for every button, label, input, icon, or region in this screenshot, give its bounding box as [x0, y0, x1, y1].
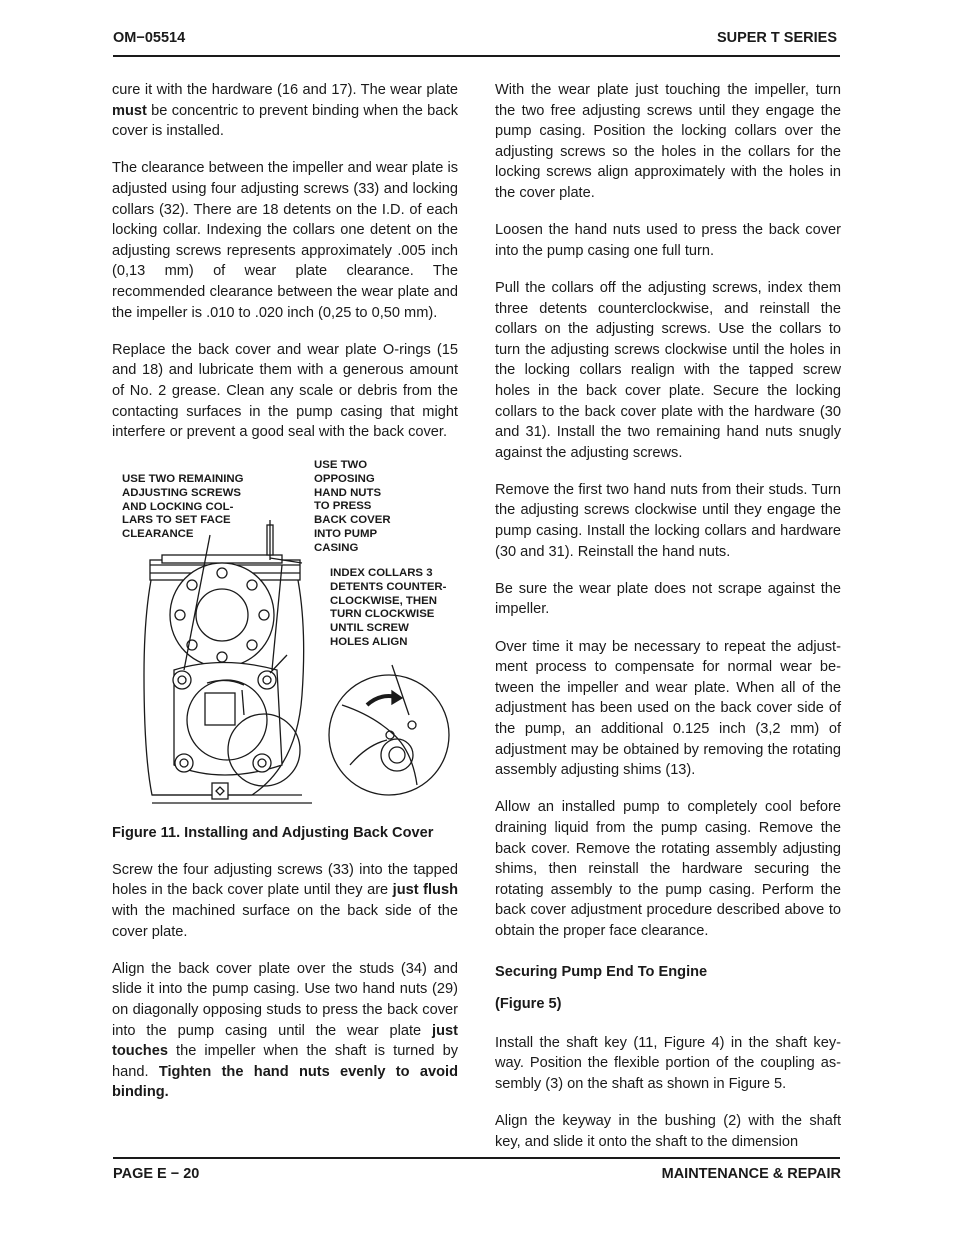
paragraph: Replace the back cover and wear plate O-rings (15 and 18) and lubricate them with a generous amount of No. 2 grease. Clean any scale or debris from the contacting surfaces in the pump casing that might interfere or prevent a good seal with the back cover.: [112, 341, 458, 441]
paragraph: Pull the collars off the adjusting screws, index them three detents counterclockwise, and reinstall the collars on the adjusting screws. Use the collars to turn the adjusting screws clockwise until the holes in the locking collars realign with the tapped screw holes in the back cover plate. Secure the locking collars to the back cover plate with the hardware (30 and 31). Install the two remaining hand nuts snugly against the adjusting screws.: [495, 279, 841, 461]
paragraph: Over time it may be necessary to repeat the adjustment process to compensate for normal wear between the impeller and wear plate. When all of the adjustment has been used on the back cover side of the pump, an additional 0.125 inch (3,2 mm) of adjustment may be obtained by removing the rotating assembly adjusting shims (13).: [495, 638, 841, 779]
document-number: OM−05514: [113, 30, 186, 46]
footer-rule: [113, 1157, 840, 1159]
paragraph: Allow an installed pump to completely cool before draining liquid from the pump casing. Remove the back cover. Remove the rotating assembly adjusting shims, then reinstall the hardware securing the rotating assembly to the pump casing. Perform the back cover adjustment procedure described above to obtain the proper face clearance.: [495, 799, 841, 939]
page-number: PAGE E − 20: [113, 1166, 200, 1182]
paragraph: Install the shaft key (11, Figure 4) in the shaft keyway. Position the flexible portion of the coupling assembly (3) on the shaft as shown in Figure 5.: [495, 1034, 841, 1092]
figure-label-opposing-hand-nuts: USE TWO OPPOSING HAND NUTS TO PRESS BACK COVER INTO PUMP CASING: [314, 458, 391, 555]
left-column: [112, 80, 458, 1120]
figure-label-index-collars: INDEX COLLARS 3 DETENTS COUNTER- CLOCKWISE, THEN TURN CLOCKWISE UNTIL SCREW HOLES ALIGN: [330, 566, 447, 649]
paragraph: cure it with the hardware (16 and 17). The wear plate must be concentric to prevent binding when the back cover is installed.: [112, 82, 458, 140]
paragraph: Screw the four adjusting screws (33) into the tapped holes in the back cover plate until they are just flush with the machined surface on the back side of the cover plate.: [112, 861, 458, 940]
paragraph: Loosen the hand nuts used to press the back cover into the pump casing one full turn.: [495, 222, 841, 259]
figure-11: [112, 458, 458, 815]
paragraph: Remove the first two hand nuts from their studs. Turn the adjusting screws clockwise until they engage the pump casing. Install the locking collars and hardware (30 and 31). Reinstall the hand nuts.: [495, 481, 841, 560]
header-rule: [113, 55, 840, 57]
section-subheading: (Figure 5): [495, 996, 562, 1013]
series-title: SUPER T SERIES: [716, 30, 837, 46]
section-title: MAINTENANCE & REPAIR: [661, 1166, 841, 1182]
section-heading: Securing Pump End To Engine: [495, 963, 708, 980]
paragraph: Be sure the wear plate does not scrape against the impeller.: [495, 580, 841, 618]
paragraph: The clearance between the impeller and wear plate is adjusted using four adjusting screws (33) and locking collars (32). There are 18 detents on the I.D. of each locking collar. Indexing the collars one detent on the adjusting screws represents approximately .005 inch (0,13 mm) of wear plate clearance. The recommended clearance between the wear plate and the impeller is .010 to .020 inch (0,25 to 0,50 mm).: [112, 160, 458, 321]
figure-caption: Figure 11. Installing and Adjusting Back Cover: [112, 824, 434, 841]
paragraph: Align the back cover plate over the studs (34) and slide it into the pump casing. Use two hand nuts (29) on diagonally opposing studs to press the back cover into the pump casing until the wear plate just touches the impeller when the shaft is turned by hand. Tighten the hand nuts evenly to avoid binding.: [112, 960, 459, 1101]
paragraph: Align the keyway in the bushing (2) with the shaft key, and slide it onto the shaft to the dimension: [495, 1113, 841, 1150]
paragraph: With the wear plate just touching the impeller, turn the two free adjusting screws until they engage the pump casing. Position the locking collars over the adjusting screws so the holes in the collars for the locking screws align approximately with the holes in the cover plate.: [495, 82, 841, 201]
right-column: [495, 80, 841, 1169]
figure-label-remaining-screws: USE TWO REMAINING ADJUSTING SCREWS AND LOCKING COL- LARS TO SET FACE CLEARANCE: [122, 472, 244, 541]
